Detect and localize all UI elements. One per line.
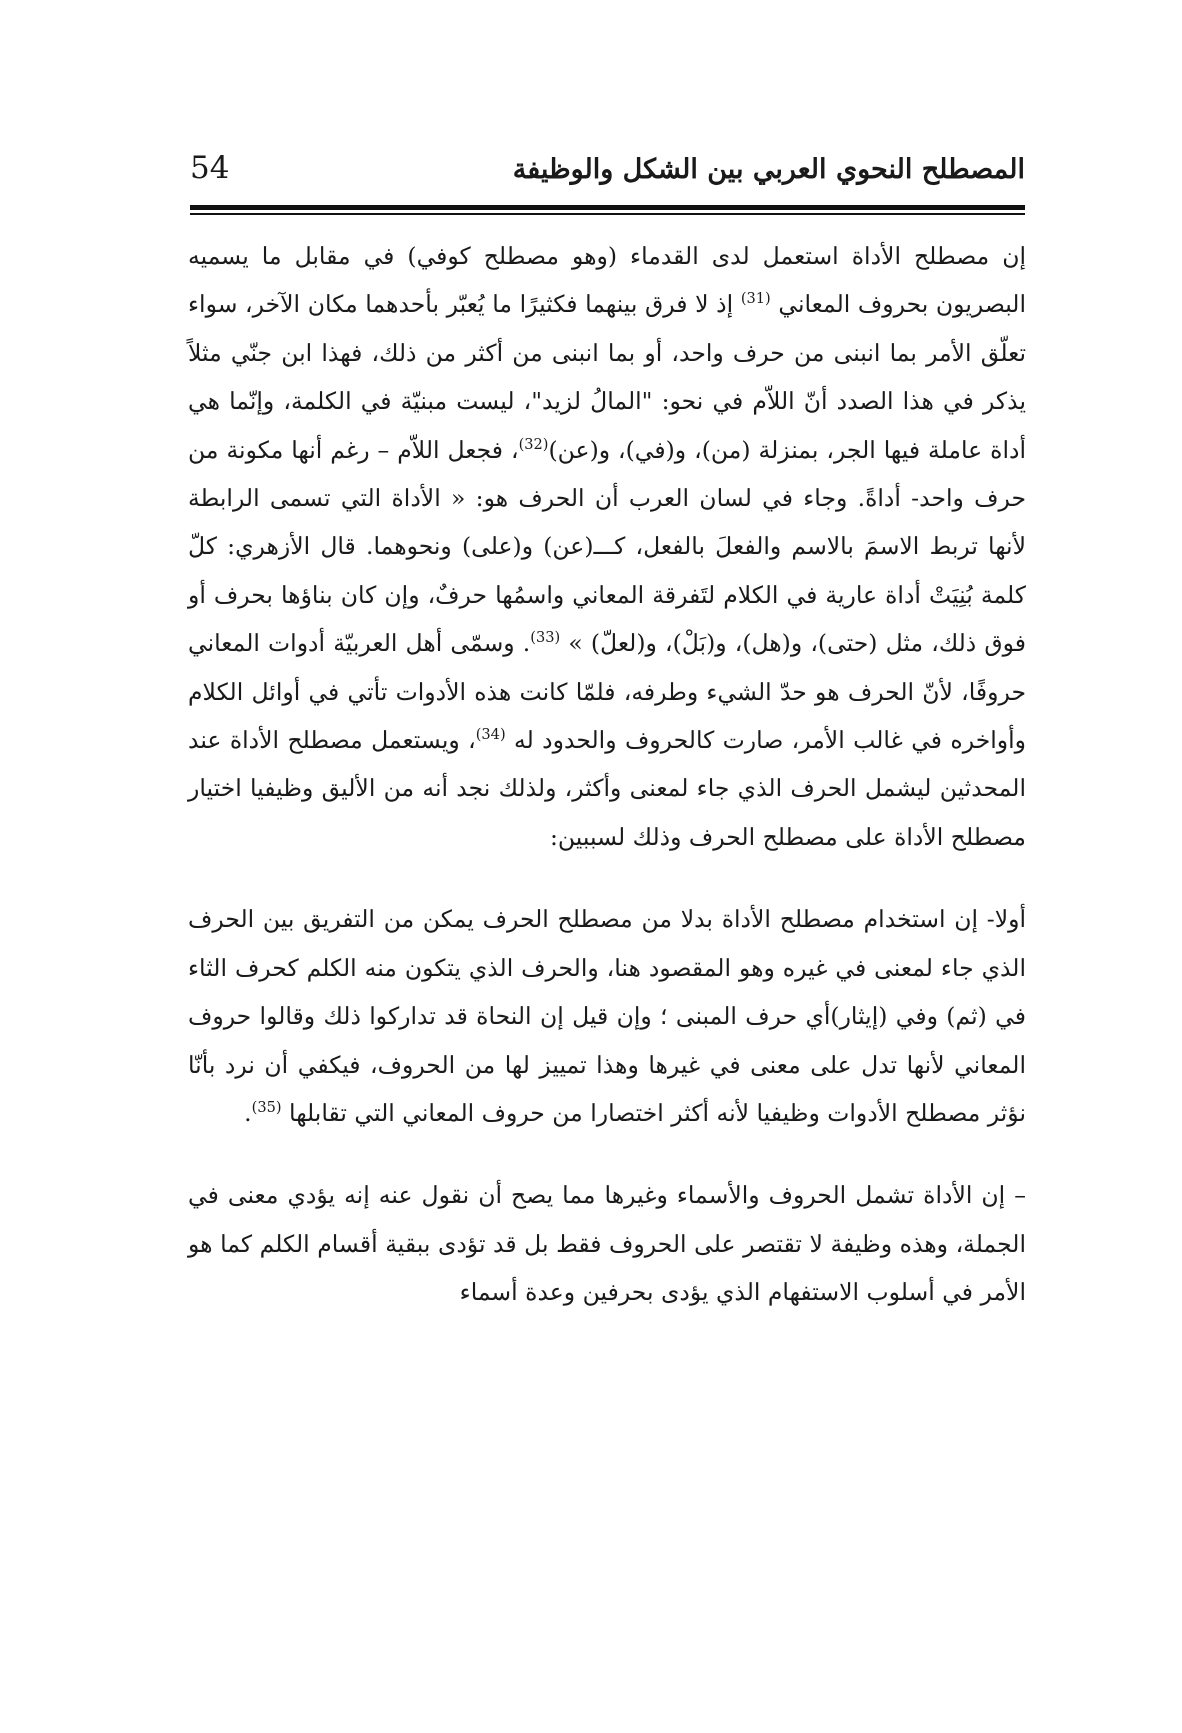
- paragraph-1-text-4: . وسمّى أهل العربيّة أدوات المعاني حروفًا، لأنّ الحرف هو حدّ الشيء وطرفه، فلمّا كانت هذه الأدوات تأتي في أوائل الكلام وأواخره في غالب الأمر، صارت كالحروف والحدود له: [188, 629, 1026, 755]
- paragraph-2-text-1: أولا- إن استخدام مصطلح الأداة بدلا من مصطلح الحرف يمكن من التفريق بين الحرف الذي جاء لمعنى في غيره وهو المقصود هنا، والحرف الذي يتكون منه الكلم كحرف الثاء في (ثم) وفي (إيثار)أي حرف المبنى ؛ وإن قيل إن النحاة قد تداركوا ذلك وقالوا حروف المعاني لأنها تدل على معنى في غيرها وهذا تمييز لها من الحروف، فيكفي أن نرد بأنّا نؤثر مصطلح الأدوات وظيفيا لأنه أكثر اختصارا من حروف المعاني التي تقابلها: [188, 905, 1027, 1127]
- paragraph-1: [188, 232, 1026, 861]
- paragraph-1-text-5: ، ويستعمل مصطلح الأداة عند المحدثين ليشمل الحرف الذي جاء لمعنى وأكثر، ولذلك نجد أنه من الأليق وظيفيا اختيار مصطلح الأداة على مصطلح الحرف وذلك لسببين:: [188, 726, 1026, 851]
- footnote-ref-32: (32): [518, 435, 549, 453]
- footnote-ref-31: (31): [740, 290, 771, 308]
- page-number: 54: [190, 150, 230, 186]
- paragraph-2: [188, 895, 1026, 1137]
- footnote-ref-35: (35): [251, 1099, 282, 1117]
- footnote-ref-33: (33): [530, 629, 561, 647]
- header-title: المصطلح النحوي العربي بين الشكل والوظيفة: [512, 154, 1025, 185]
- running-header: [190, 150, 1025, 200]
- footnote-ref-34: (34): [475, 726, 506, 744]
- paragraph-1-text-1: إن مصطلح الأداة استعمل لدى القدماء (وهو مصطلح كوفي) في مقابل ما يسميه البصريون بحروف المعاني: [188, 242, 1026, 319]
- paragraph-1-text-2: إذ لا فرق بينهما فكثيرًا ما يُعبّر بأحدهما مكان الآخر، سواء تعلّق الأمر بما انبنى من حرف واحد، أو بما انبنى من أكثر من ذلك، فهذا ابن جنّي مثلاً يذكر في هذا الصدد أنّ اللاّم في نحو: "المالُ لزيد"، ليست مبنيّة في الكلمة، وإنّما هي أداة عاملة فيها الجر، بمنزلة (من)، و(في)، و(عن): [188, 290, 1026, 464]
- header-rule-thick: [190, 205, 1025, 210]
- page-body: [188, 232, 1026, 1317]
- paragraph-3: [188, 1171, 1026, 1316]
- paragraph-1-text-3: ، فجعل اللاّم – رغم أنها مكونة من حرف واحد- أداةً. وجاء في لسان العرب أن الحرف هو: « الأداة التي تسمى الرابطة لأنها تربط الاسمَ بالاسم والفعلَ بالفعل، كـــ(عن) و(على) ونحوهما. قال الأزهري: كلّ كلمة بُنِيَتْ أداة عارية في الكلام لتَفرقة المعاني واسمُها حرفٌ، وإن كان بناؤها بحرف أو فوق ذلك، مثل (حتى)، و(هل)، و(بَلْ)، و(لعلّ) »: [188, 435, 1027, 658]
- paragraph-3-text-1: – إن الأداة تشمل الحروف والأسماء وغيرها مما يصح أن نقول عنه إنه يؤدي معنى في الجملة، وهذه وظيفة لا تقتصر على الحروف فقط بل قد تؤدى ببقية أقسام الكلم كما هو الأمر في أسلوب الاستفهام الذي يؤدى بحرفين وعدة أسماء: [188, 1181, 1026, 1307]
- paragraph-2-text-2: .: [244, 1098, 252, 1127]
- header-rule-thin: [190, 213, 1025, 215]
